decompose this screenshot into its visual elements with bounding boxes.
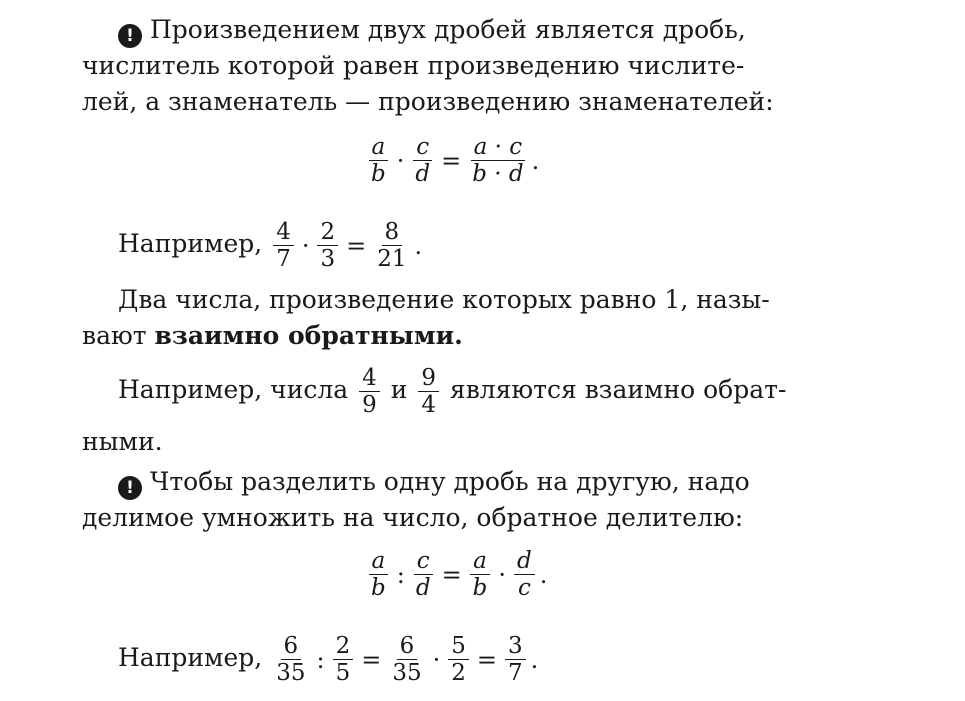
numerator: 6: [397, 633, 418, 660]
numerator: 6: [281, 633, 302, 660]
fraction: [505, 633, 526, 686]
term-reciprocal: взаимно обратными: [154, 321, 455, 350]
denominator: b: [371, 575, 386, 601]
rule1-line2: числитель которой равен произведению числите-: [82, 51, 745, 80]
numerator: 8: [382, 219, 403, 246]
fraction: [469, 134, 526, 187]
denominator: 4: [421, 392, 436, 418]
denominator: 2: [451, 660, 466, 686]
fraction: [374, 219, 409, 272]
fraction: [368, 134, 389, 187]
numerator: 5: [448, 633, 469, 660]
fraction: [514, 548, 535, 601]
numerator: c: [413, 134, 432, 161]
rule1-line1: ! Произведением двух дробей является дробь,: [118, 12, 822, 48]
rule1-line3: лей, а знаменатель — произведению знаменателей:: [82, 87, 774, 116]
reciprocal-line1: Два числа, произведение которых равно 1, назы-: [118, 285, 770, 314]
fraction: [389, 633, 424, 686]
numerator: d: [514, 548, 535, 575]
numerator: 4: [273, 219, 294, 246]
numerator: 4: [359, 365, 380, 392]
denominator: b · d: [472, 161, 524, 187]
fraction: [333, 633, 354, 686]
example1: Например, $\frac{4}{7}$ · $\frac{2}{3}$ = $\frac{8}{21}$ .: [118, 219, 423, 272]
exclamation-circle-icon: !: [118, 24, 142, 48]
example2: Например, числа $\frac{4}{9}$ и $\frac{9}{4}$ являются взаимно обрат-: [118, 365, 787, 418]
example3: Например, $\frac{6}{35}$ : $\frac{2}{5}$ = $\frac{6}{35}$ · $\frac{5}{2}$ = $\frac{3}{7}$ .: [118, 633, 539, 686]
rule2-line1: ! Чтобы разделить одну дробь на другую, надо: [118, 464, 822, 500]
numerator: a: [369, 134, 389, 161]
formula-division: $\frac{a}{b}$ : $\frac{c}{d}$ = $\frac{a}{b}$ · $\frac{d}{c}$ .: [365, 548, 552, 601]
numerator: 9: [418, 365, 439, 392]
denominator: 21: [377, 246, 407, 272]
denominator: 5: [335, 660, 351, 686]
denominator: 3: [320, 246, 336, 272]
fraction: [273, 219, 294, 272]
fraction: [273, 633, 308, 686]
fraction: [418, 365, 439, 418]
denominator: 7: [276, 246, 291, 272]
denominator: 9: [362, 392, 377, 418]
numerator: a · c: [471, 134, 526, 161]
fraction: [317, 219, 338, 272]
numerator: a: [369, 548, 389, 575]
denominator: b: [371, 161, 386, 187]
denominator: d: [415, 575, 431, 601]
fraction: [470, 548, 491, 601]
fraction: [368, 548, 389, 601]
denominator: b: [472, 575, 488, 601]
numerator: 3: [505, 633, 526, 660]
numerator: 2: [317, 219, 338, 246]
fraction: [413, 548, 434, 601]
fraction: [448, 633, 469, 686]
numerator: 2: [333, 633, 354, 660]
numerator: c: [414, 548, 433, 575]
denominator: 35: [392, 660, 422, 686]
fraction: [359, 365, 380, 418]
reciprocal-line2: вают взаимно обратными.: [82, 321, 463, 350]
numerator: a: [470, 548, 490, 575]
denominator: d: [415, 161, 431, 187]
denominator: 7: [507, 660, 523, 686]
formula-multiplication: $\frac{a}{b}$ · $\frac{c}{d}$ = $\frac{a \cdot c}{b \cdot d}$ .: [365, 134, 544, 187]
denominator: 35: [276, 660, 306, 686]
rule2-line2: делимое умножить на число, обратное делителю:: [82, 503, 744, 532]
fraction: [412, 134, 433, 187]
denominator: c: [517, 575, 531, 601]
exclamation-circle-icon: !: [118, 476, 142, 500]
example2-line2: ными.: [82, 427, 163, 456]
